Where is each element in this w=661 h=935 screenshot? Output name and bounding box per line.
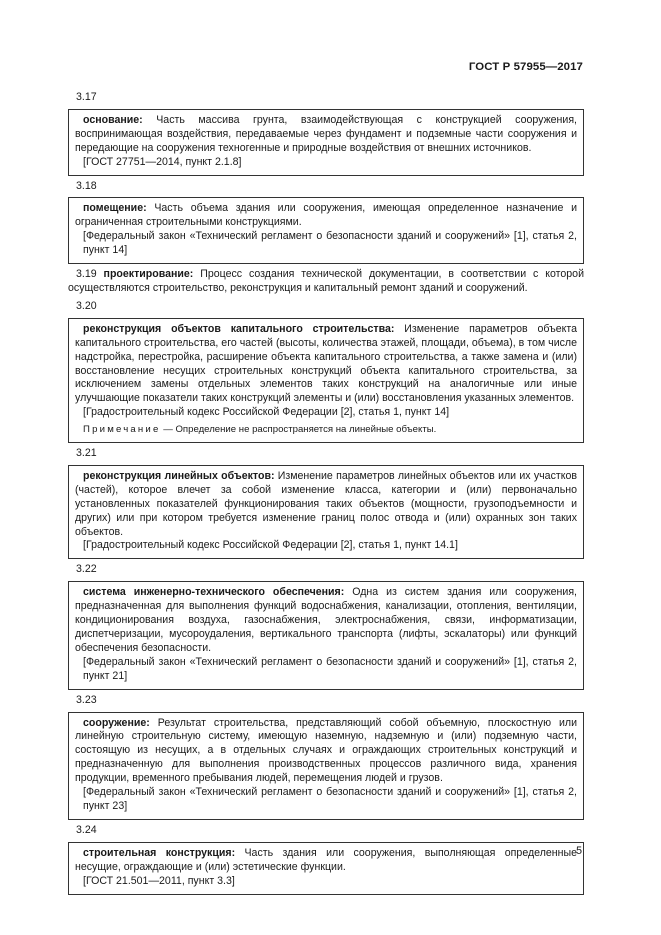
term-definition: Часть здания или сооружения, выполняющая определенные несущие, ограждающие и (или) эстетические функции.: [75, 846, 577, 873]
term-name: сооружение:: [83, 716, 150, 729]
term-name: проектирование:: [103, 268, 194, 281]
entry-number: 3.19: [76, 268, 97, 281]
term-definition: Результат строительства, представляющий собой объемную, плоскостную или линейную строительную систему, имеющую наземную, надземную и (или) подземную части, состоящую из несущих, а в отдельных случаях и ограждающих строительных конструкций и предназначенную для выполнения производственных процессов различного вида, хранения продукции, временного пребывания людей, перемещения людей и грузов.: [75, 716, 577, 785]
term-name: основание:: [83, 113, 143, 126]
term-source: [ГОСТ 21.501—2011, пункт 3.3]: [83, 874, 235, 887]
definition-paragraph: [75, 586, 577, 656]
entry-number: 3.24: [76, 823, 97, 836]
entry-number: 3.20: [76, 299, 97, 312]
term-name: реконструкция объектов капитального строительства:: [83, 322, 395, 335]
entry-number: 3.17: [76, 91, 97, 103]
definition-paragraph: [75, 717, 577, 787]
term-definition: Часть объема здания или сооружения, имеющая определенное назначение и ограниченная строительными конструкциями.: [75, 202, 577, 229]
definition-paragraph: [75, 323, 577, 406]
entry-number: 3.18: [76, 179, 97, 192]
term-definition: Изменение параметров объекта капитального строительства, его частей (высоты, количества этажей, площади, объема), в том числе надстройка, перестройка, расширение объекта капитального строительства, а также замена и (или) восстановление несущих строительных конструкций объекта капитального строительства, за исключением замены отдельных элементов таких конструкций на аналогичные или иные улучшающие показатели таких конструкций элементы и (или) восстановления указанных элементов.: [75, 322, 577, 405]
term-box: [68, 465, 584, 559]
term-box: [68, 842, 584, 895]
term-definition: Изменение параметров линейных объектов или их участков (частей), которое влечет за собой изменение класса, категории и (или) первоначально установленных показателей функционирования таких объектов (мощности, грузоподъемности и других) или при котором требуется изменение границ полос отвода и (или) охранных зон таких объектов.: [75, 469, 577, 538]
entry-number: 3.21: [76, 447, 97, 460]
definition-paragraph: [75, 202, 577, 230]
term-name: помещение:: [83, 202, 147, 215]
note-label: Примечание: [83, 424, 161, 436]
term-plain: [68, 268, 584, 296]
term-box: [68, 712, 584, 820]
term-box: [68, 581, 584, 689]
entry-number: 3.23: [76, 693, 97, 706]
term-box: [68, 318, 584, 443]
note-text: — Определение не распространяется на линейные объекты.: [160, 424, 437, 436]
term-note: [75, 423, 577, 437]
term-source: [Градостроительный кодекс Российской Федерации [2], статья 1, пункт 14.1]: [83, 539, 458, 552]
term-definition: Процесс создания технической документации, в соответствии с которой осуществляются строительство, реконструкция и капитальный ремонт зданий и сооружений.: [68, 268, 584, 294]
document-header: ГОСТ Р 57955—2017: [468, 61, 583, 73]
term-source: [Федеральный закон «Технический регламент о безопасности зданий и сооружений» [1], статья 2, пункт 23]: [83, 786, 577, 812]
definition-paragraph: [75, 847, 577, 875]
term-source: [Градостроительный кодекс Российской Федерации [2], статья 1, пункт 14]: [83, 406, 450, 419]
term-name: система инженерно-технического обеспечения:: [83, 586, 345, 599]
term-definition: Часть массива грунта, взаимодействующая с конструкцией сооружения, воспринимающая воздействия, передаваемые через фундамент и подземные части сооружения и передающие на сооружения техногенные и природные воздействия от внешних источников.: [75, 113, 577, 154]
term-source: [ГОСТ 27751—2014, пункт 2.1.8]: [83, 155, 242, 168]
term-definition: Одна из систем здания или сооружения, предназначенная для выполнения функций водоснабжения, канализации, отопления, вентиляции, кондиционирования воздуха, газоснабжения, электроснабжения, связи, информатизации, диспетчеризации, мусороудаления, вертикального транспорта (лифты, эскалаторы) или функций обеспечения безопасности.: [75, 586, 577, 654]
page-number: 5: [576, 845, 582, 857]
definition-paragraph: [75, 114, 577, 156]
term-source: [Федеральный закон «Технический регламент о безопасности зданий и сооружений» [1], статья 2, пункт 21]: [83, 655, 577, 682]
term-name: реконструкция линейных объектов:: [83, 469, 275, 482]
term-box: [68, 197, 584, 264]
term-box: [68, 109, 584, 176]
entry-number: 3.22: [76, 563, 97, 576]
definition-paragraph: [68, 268, 584, 296]
terms-list: [68, 91, 584, 899]
term-name: строительная конструкция:: [83, 846, 236, 859]
term-source: [Федеральный закон «Технический регламент о безопасности зданий и сооружений» [1], статья 2, пункт 14]: [83, 230, 577, 257]
definition-paragraph: [75, 470, 577, 540]
